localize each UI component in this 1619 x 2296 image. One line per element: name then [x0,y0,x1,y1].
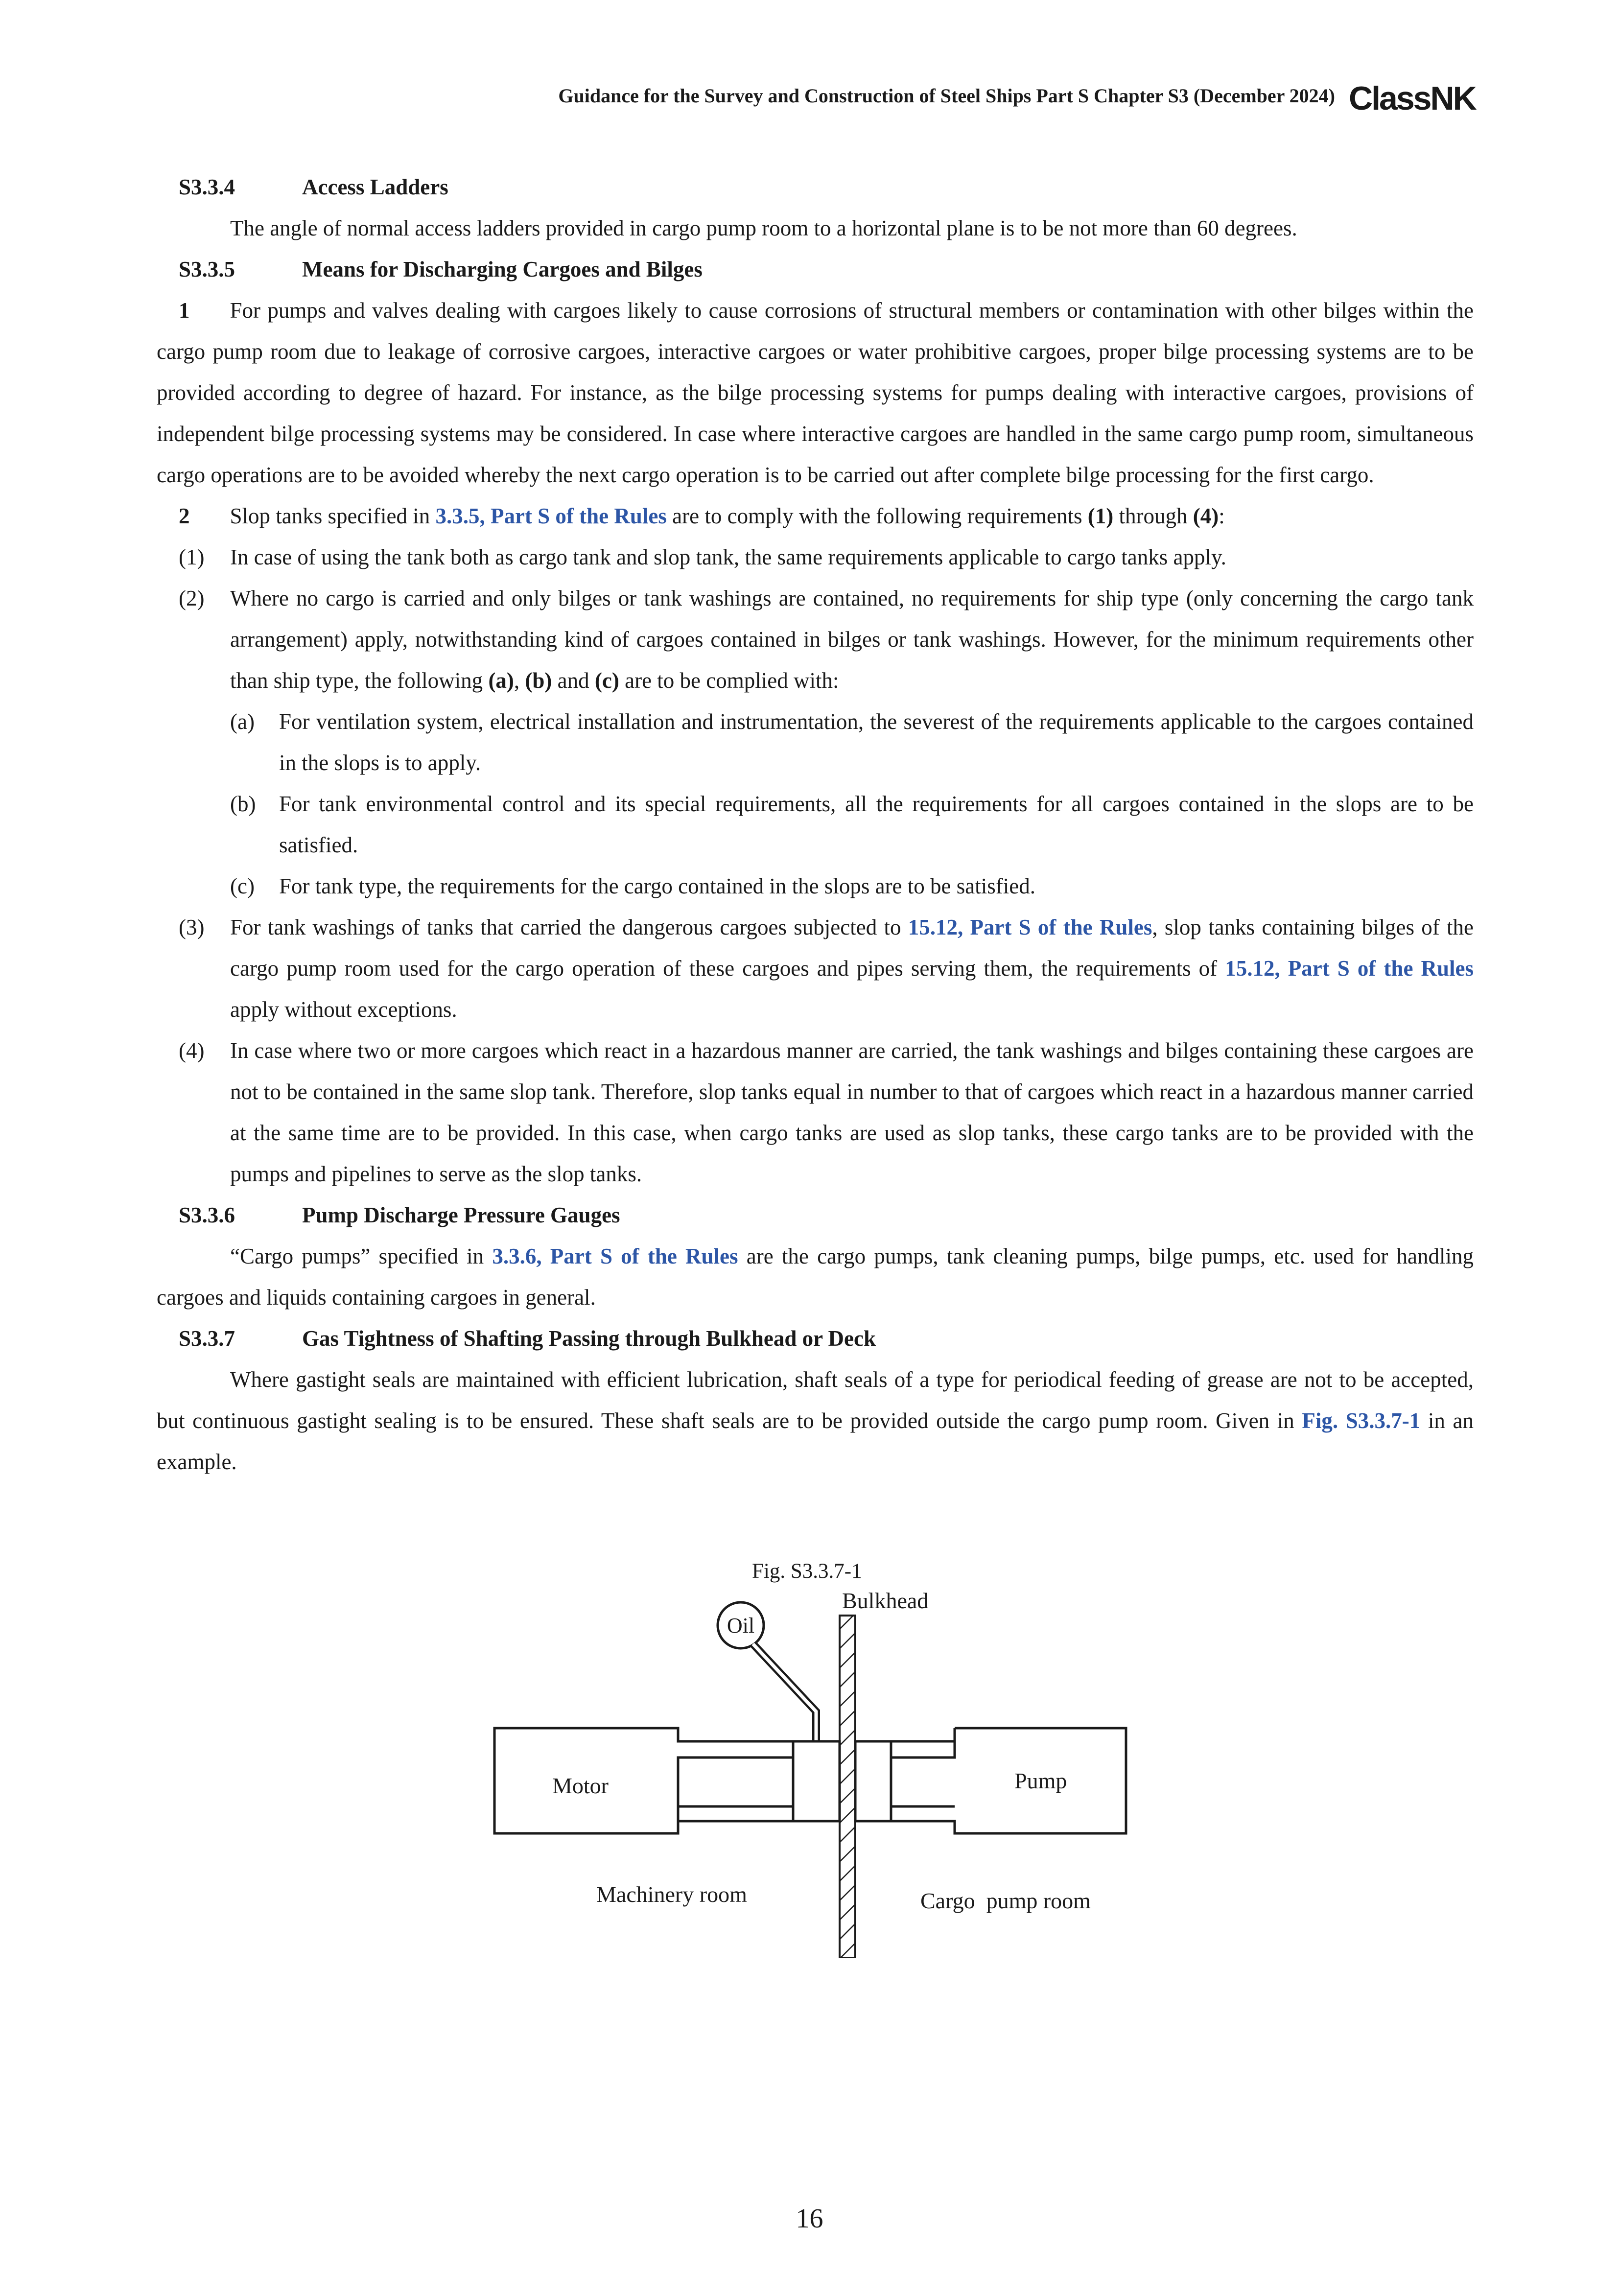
paragraph-text: : [1219,504,1225,528]
header-title: Guidance for the Survey and Construction of Steel Ships Part S Chapter S3 (December 2024) [558,85,1335,107]
paragraph-2 [157,495,1474,537]
item-ref: (b) [525,668,552,693]
paragraph-1 [157,290,1474,495]
document-body [157,166,1474,1482]
paragraph-pump-gauges [157,1236,1474,1318]
item-ref: (1) [1087,504,1114,528]
sub-list-item [157,701,1474,783]
figure-caption: Fig. S3.3.7-1 [752,1560,862,1583]
paragraph-text: Where gastight seals are maintained with efficient lubrication, shaft seals of a type for periodical feeding of grease are not to be accepted, but continuous gastight sealing is to be ensured. These shaft seals are to be provided outside the cargo pump room. Given in [157,1367,1474,1433]
sub-item-label: (c) [230,874,255,898]
sub-item-text: For tank type, the requirements for the cargo contained in the slops are to be satisfied. [279,874,1035,898]
paragraph-text: are the cargo pumps, tank cleaning pumps, bilge pumps, etc. used for handling cargoes and liquids containing cargoes in general. [157,1244,1474,1310]
list-item [157,907,1474,1030]
list-item [157,1030,1474,1195]
rules-link[interactable]: 3.3.6, Part S of the Rules [492,1244,738,1268]
paragraph-number: 1 [179,298,190,323]
item-label: (4) [179,1038,205,1063]
section-title: Pump Discharge Pressure Gauges [302,1203,620,1227]
item-label: (2) [179,586,205,610]
motor-label: Motor [552,1773,609,1798]
figure-link[interactable]: Fig. S3.3.7-1 [1302,1408,1421,1433]
pump-label: Pump [1014,1768,1067,1793]
sub-list-item [157,866,1474,907]
machinery-room-label: Machinery room [596,1882,747,1907]
classnk-logo: ClassNK [1349,80,1476,117]
sub-item-text: For tank environmental control and its special requirements, all the requirements for all cargoes contained in the slops are to be satisfied. [279,792,1474,857]
section-heading-s335 [157,249,1474,290]
sub-item-text: For ventilation system, electrical installation and instrumentation, the severest of the requirements applicable to the cargoes contained in the slops is to apply. [279,709,1474,775]
item-text: In case where two or more cargoes which react in a hazardous manner are carried, the tank washings and bilges containing these cargoes are not to be contained in the same slop tank. Therefore, slop tanks equal in number to that of cargoes which react in a hazardous manner carried at the same time are to be provided. In this case, when cargo tanks are used as slop tanks, these cargo tanks are to be provided with the pumps and pipelines to serve as the slop tanks. [230,1038,1474,1186]
bulkhead-label: Bulkhead [842,1588,929,1613]
paragraph-number: 2 [179,504,190,528]
list-item [157,578,1474,701]
paragraph-text: For pumps and valves dealing with cargoes likely to cause corrosions of structural members or contamination with other bilges within the cargo pump room due to leakage of corrosive cargoes, interactive cargoes or water prohibitive cargoes, proper bilge processing systems are to be provided according to degree of hazard. For instance, as the bilge processing systems for pumps dealing with interactive cargoes, provisions of independent bilge processing systems may be considered. In case where interactive cargoes are handled in the same cargo pump room, simultaneous cargo operations are to be avoided whereby the next cargo operation is to be carried out after complete bilge processing for the first cargo. [157,298,1474,487]
list-item [157,537,1474,578]
pump-outline [891,1728,1126,1833]
item-text: and [552,668,595,693]
section-number: S3.3.5 [179,257,235,281]
sub-item-label: (b) [230,792,256,816]
paragraph-gas-tightness [157,1359,1474,1482]
item-label: (3) [179,915,205,939]
section-title: Access Ladders [302,175,448,199]
item-ref: (a) [488,668,514,693]
rules-link[interactable]: 3.3.5, Part S of the Rules [435,504,667,528]
section-title: Means for Discharging Cargoes and Bilges [302,257,703,281]
section-number: S3.3.7 [179,1326,235,1351]
item-text: In case of using the tank both as cargo tank and slop tank, the same requirements applicable to cargo tanks apply. [230,545,1226,569]
paragraph-text: are to comply with the following requirements [666,504,1088,528]
rules-link[interactable]: 15.12, Part S of the Rules [1225,956,1474,981]
section-title: Gas Tightness of Shafting Passing through Bulkhead or Deck [302,1326,876,1351]
item-ref: (4) [1193,504,1219,528]
page-number: 16 [796,2203,823,2234]
paragraph-text: through [1113,504,1193,528]
shaft-seal-diagram [485,1557,1141,1958]
section-number: S3.3.4 [179,175,235,199]
section-heading-s336 [157,1195,1474,1236]
motor-outline [494,1728,793,1833]
paragraph-access-ladders: The angle of normal access ladders provided in cargo pump room to a horizontal plane is to be not more than 60 degrees. [230,216,1297,240]
cargo-pump-room-label: Cargo pump room [920,1888,1091,1913]
section-heading-s337 [157,1318,1474,1359]
paragraph-text: Slop tanks specified in [230,504,436,528]
item-text: are to be complied with: [619,668,839,693]
page-header [0,79,1619,118]
item-text: Where no cargo is carried and only bilges or tank washings are contained, no requirements for ship type (only concerning the cargo tank arrangement) apply, notwithstanding kind of cargoes contained in bilges or tank washings. However, for the minimum requirements other than ship type, the following [230,586,1474,693]
item-ref: (c) [594,668,619,693]
sub-item-label: (a) [230,709,255,734]
paragraph-text: “Cargo pumps” specified in [230,1244,493,1268]
item-text: , slop tanks containing bilges of the cargo pump room used for the cargo operation of these cargoes and pipes serving them, the requirements of [230,915,1474,981]
item-text: For tank washings of tanks that carried the dangerous cargoes subjected to [230,915,908,939]
item-text: , [514,668,525,693]
item-text: apply without exceptions. [230,997,457,1022]
section-number: S3.3.6 [179,1203,235,1227]
rules-link[interactable]: 15.12, Part S of the Rules [908,915,1152,939]
section-heading-s334 [157,166,1474,208]
bulkhead-wall [840,1616,855,1958]
shaft-seal-left [793,1741,840,1821]
oil-label: Oil [727,1614,755,1638]
shaft-seal-right [855,1741,891,1821]
sub-list-item [157,783,1474,866]
item-label: (1) [179,545,205,569]
paragraph-text: in an example. [157,1408,1474,1474]
